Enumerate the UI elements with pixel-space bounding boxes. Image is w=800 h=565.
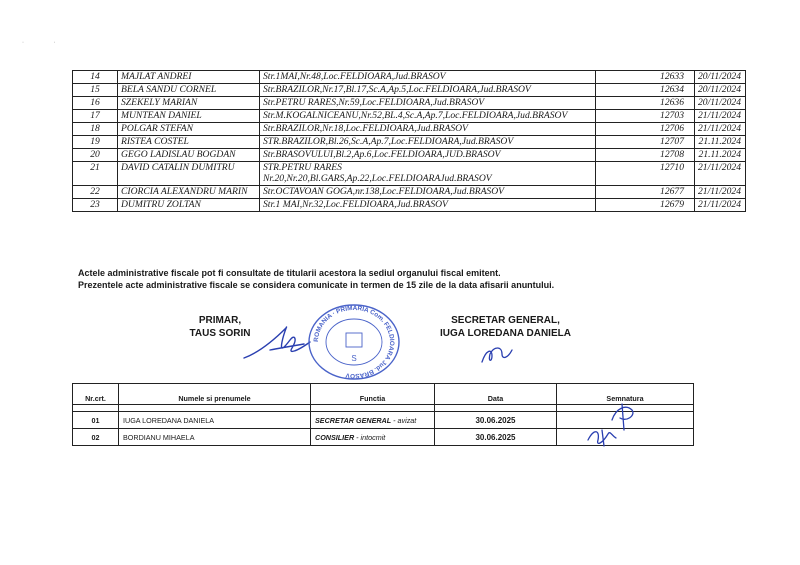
- table-row: [73, 185, 746, 198]
- row-number: 16: [73, 97, 118, 110]
- document-date: 21.11.2024: [695, 149, 746, 162]
- row-number: 18: [73, 123, 118, 136]
- table-row: [73, 71, 746, 84]
- document-number: 12706: [596, 123, 695, 136]
- taxpayer-address: [260, 97, 596, 110]
- row-number: 22: [73, 185, 118, 198]
- document-number: 12703: [596, 110, 695, 123]
- table-row: [73, 123, 746, 136]
- column-header: Semnatura: [557, 384, 694, 405]
- taxpayer-address: [260, 84, 596, 97]
- taxpayer-name: DUMITRU ZOLTAN: [118, 198, 260, 211]
- row-number: 14: [73, 71, 118, 84]
- document-date: 21.11.2024: [695, 136, 746, 149]
- mayor-name: TAUS SORIN: [189, 327, 251, 339]
- role-title: SECRETAR GENERAL: [315, 415, 392, 425]
- table-row: [73, 198, 746, 211]
- table-row: [73, 162, 746, 185]
- address-line: Str.1MAI,Nr.48,Loc.FELDIOARA,Jud.BRASOV: [263, 71, 446, 82]
- official-stamp: [306, 303, 402, 381]
- address-line: Nr.20,Nr.20,Bl.GARS,Ap.22,Loc.FELDIOARAJud.BRASOV: [263, 172, 492, 184]
- document-date: 21/11/2024: [695, 110, 746, 123]
- table-row: [73, 149, 746, 162]
- taxpayer-name: SZEKELY MARIAN: [118, 97, 260, 110]
- secretary-name: IUGA LOREDANA DANIELA: [440, 327, 571, 339]
- column-header: Data: [435, 384, 557, 405]
- row-number: 21: [73, 162, 118, 185]
- taxpayer-name: MUNTEAN DANIEL: [118, 110, 260, 123]
- document-number: 12679: [596, 198, 695, 211]
- column-header: Numele si prenumele: [119, 384, 311, 405]
- table-row: [73, 110, 746, 123]
- secretary-title: SECRETAR GENERAL,: [451, 315, 560, 326]
- spacer-cell: [311, 405, 435, 412]
- scan-specks: · ·: [22, 40, 70, 46]
- document-number: 12707: [596, 136, 695, 149]
- approval-handwritten-signatures: [582, 400, 642, 448]
- approval-name: BORDIANU MIHAELA: [119, 429, 311, 446]
- taxpayer-address: [260, 110, 596, 123]
- table-row: [73, 97, 746, 110]
- taxpayer-name: DAVID CATALIN DUMITRU: [118, 162, 260, 185]
- role-action: - avizat: [391, 415, 417, 425]
- address-line: Str.BRASOVULUI,Bl.2,Ap.6,Loc.FELDIOARA,JUD.BRASOV: [263, 149, 501, 161]
- document-number: 12634: [596, 84, 695, 97]
- approval-date: 30.06.2025: [435, 412, 557, 429]
- approval-role: [311, 412, 435, 429]
- table-row: [73, 136, 746, 149]
- secretary-handwritten-signature: [478, 340, 522, 368]
- approval-date: 30.06.2025: [435, 429, 557, 446]
- document-number: 12708: [596, 149, 695, 162]
- column-header: Nr.crt.: [73, 384, 119, 405]
- mayor-title: PRIMAR,: [198, 315, 242, 326]
- taxpayer-name: POLGAR STEFAN: [118, 123, 260, 136]
- taxpayer-name: MAJLAT ANDREI: [118, 71, 260, 84]
- role-action: - intocmit: [354, 432, 386, 442]
- svg-text:ROMANIA · PRIMARIA Com. FELDIO: [313, 305, 395, 379]
- document-number: 12633: [596, 71, 695, 84]
- column-header: Functia: [311, 384, 435, 405]
- spacer-cell: [119, 405, 311, 412]
- taxpayer-address: [260, 149, 596, 162]
- stamp-text: ROMANIA · PRIMARIA Com. FELDIOARA Jud. BRASOV: [312, 304, 396, 380]
- role-title: CONSILIER: [315, 432, 355, 442]
- taxpayer-address: [260, 162, 596, 185]
- secretary-signature-block: [418, 315, 593, 340]
- note-consultation: Actele administrative fiscale pot fi consultate de titularii acestora la sediul organului fiscal emitent.: [78, 268, 501, 278]
- address-line: Str.M.KOGALNICEANU,Nr.52,BL.4,Sc.A,Ap.7,Loc.FELDIOARA,Jud.BRASOV: [263, 110, 568, 122]
- address-line: Str.BRAZILOR,Nr.17,Bl.17,Sc.A,Ap.5,Loc.FELDIOARA,Jud.BRASOV: [263, 84, 531, 96]
- address-line: Str.PETRU RARES,Nr.59,Loc.FELDIOARA,Jud.BRASOV: [263, 97, 485, 109]
- taxpayer-address: [260, 123, 596, 136]
- approval-number: 02: [73, 429, 119, 446]
- address-line: Str.OCTAVOAN GOGA,nr.138,Loc.FELDIOARA,Jud.BRASOV: [263, 185, 505, 197]
- taxpayer-address: [260, 185, 596, 198]
- taxpayer-name: CIORCIA ALEXANDRU MARIN: [118, 185, 260, 198]
- address-line: Str.1 MAI,Nr.32,Loc.FELDIOARA,Jud.BRASOV: [263, 198, 448, 210]
- approval-role: [311, 429, 435, 446]
- document-date: 21/11/2024: [695, 123, 746, 136]
- row-number: 17: [73, 110, 118, 123]
- taxpayer-address: [260, 198, 596, 211]
- address-line: Str.BRAZILOR,Nr.18,Loc.FELDIOARA,Jud.BRASOV: [263, 123, 468, 135]
- row-number: 20: [73, 149, 118, 162]
- taxpayer-name: BELA SANDU CORNEL: [118, 84, 260, 97]
- document-number: 12710: [596, 162, 695, 185]
- note-communication: Prezentele acte administrative fiscale se considera comunicate in termen de 15 zile de la data afisarii anuntului.: [78, 280, 555, 290]
- taxpayer-name: GEGO LADISLAU BOGDAN: [118, 149, 260, 162]
- document-number: 12636: [596, 97, 695, 110]
- stamp-center-letter: S: [351, 354, 357, 363]
- approval-number: 01: [73, 412, 119, 429]
- document-number: 12677: [596, 185, 695, 198]
- address-line: STR.BRAZILOR,Bl.26,Sc.A,Ap.7,Loc.FELDIOARA,Jud.BRASOV: [263, 136, 514, 148]
- row-number: 23: [73, 198, 118, 211]
- approval-name: IUGA LOREDANA DANIELA: [119, 412, 311, 429]
- document-date: 20/11/2024: [695, 71, 746, 84]
- document-date: 20/11/2024: [695, 84, 746, 97]
- document-date: 21/11/2024: [695, 198, 746, 211]
- row-number: 19: [73, 136, 118, 149]
- table-row: [73, 84, 746, 97]
- document-date: 21/11/2024: [695, 185, 746, 198]
- taxpayers-table: [72, 70, 746, 212]
- spacer-cell: [73, 405, 119, 412]
- taxpayer-name: RISTEA COSTEL: [118, 136, 260, 149]
- row-number: 15: [73, 84, 118, 97]
- document-date: 21/11/2024: [695, 162, 746, 185]
- taxpayer-address: [260, 71, 596, 84]
- address-line: STR.PETRU RARES: [263, 162, 342, 174]
- taxpayer-address: [260, 136, 596, 149]
- document-date: 20/11/2024: [695, 97, 746, 110]
- spacer-cell: [435, 405, 557, 412]
